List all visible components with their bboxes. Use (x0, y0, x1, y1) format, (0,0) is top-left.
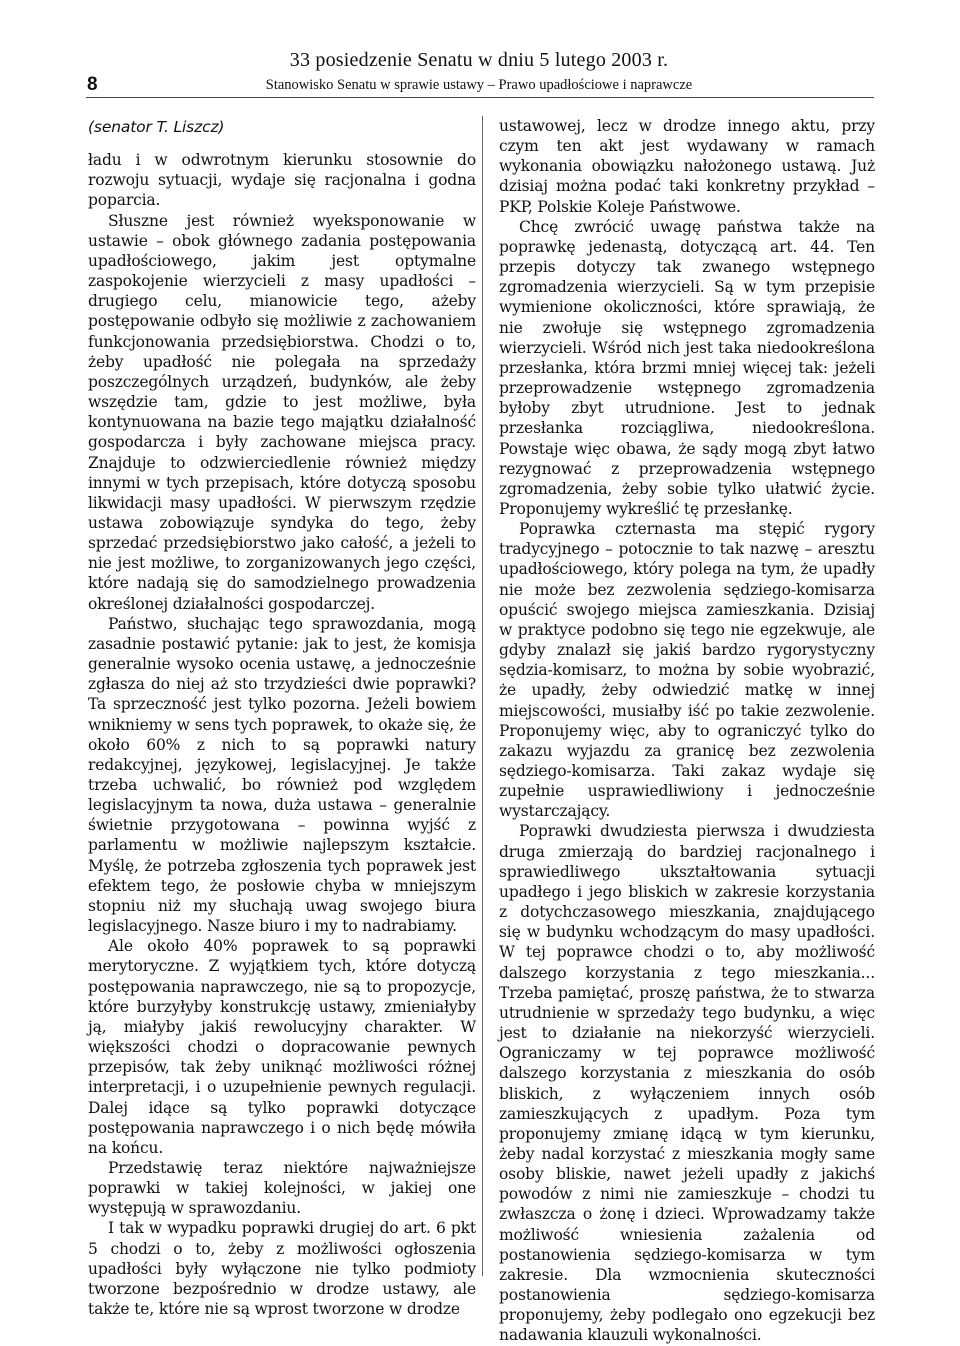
paragraph: Przedstawię teraz niektóre najważniejsze poprawki w takiej kolejności, w jakiej one występują w sprawozdaniu. (88, 1158, 476, 1218)
paragraph: I tak w wypadku poprawki drugiej do art. 6 pkt 5 chodzi o to, żeby z możliwości ogłoszenia upadłości były wyłączone nie tylko podmioty tworzone bezpośrednio w drodze ustawy, ale także te, które nie są wprost tworzone w drodze (88, 1219, 476, 1319)
paragraph: ustawowej, lecz w drodze innego aktu, przy czym ten akt jest wydawany w ramach wykonania obowiązku nałożonego ustawą. Już dzisiaj można podać taki konkretny przykład – PKP, Polskie Koleje Państwowe. (499, 117, 875, 216)
running-subtitle: Stanowisko Senatu w sprawie ustawy – Prawo upadłościowe i naprawcze (265, 77, 693, 93)
paragraph: ładu i w odwrotnym kierunku stosownie do rozwoju sytuacji, wydaje się racjonalna i godna poparcia. (88, 151, 476, 210)
paragraph: Słuszne jest również wyeksponowanie w ustawie – obok głównego zadania postępowania upadłościowego, jakim jest optymalne zaspokojenie wierzycieli z masy upadłości – drugiego celu, mianowicie tego, ażeby postępowanie odbyło się możliwie z zachowaniem funkcjonowania przedsiębiorstwa. Chodzi o to, żeby upadłość nie polegała na sprzedaży poszczególnych urządzeń, budynków, ale żeby wszędzie tam, gdzie to jest możliwe, była kontynuowana na bazie tego majątku działalność gospodarcza i były zachowane miejsca pracy. Znajduje to odzwierciedlenie również między innymi w tych przepisach, które dotyczą sposobu likwidacji masy upadłości. W pierwszym rzędzie ustawa zobowiązuje syndyka do tego, żeby sprzedać przedsiębiorstwo jako całość, a jeżeli to nie jest możliwe, to zorganizowanych jego części, które nadają się do samodzielnego prowadzenia określonej działalności gospodarczej. (88, 211, 476, 613)
page-header (0, 0, 960, 100)
right-column (499, 116, 875, 1346)
column-divider (482, 116, 483, 1276)
left-column (88, 116, 476, 1319)
running-title: 33 posiedzenie Senatu w dniu 5 lutego 2003 r. (289, 49, 669, 71)
page-number: 8 (87, 74, 98, 95)
paragraph: Chcę zwrócić uwagę państwa także na poprawkę jedenastą, dotyczącą art. 44. Ten przepis dotyczy tak zwanego wstępnego zgromadzenia wierzycieli. Są w tym przepisie wymienione okoliczności, które sprawiają, że nie zwołuje się wstępnego zgromadzenia wierzycieli. Wśród nich jest taka niedookreślona przesłanka, która brzmi mniej więcej tak: jeżeli przeprowadzenie wstępnego zgromadzenia byłoby zbyt utrudnione. Jest to jednak przesłanka rozciągliwa, niedookreślona. Powstaje więc obawa, że sądy mogą zbyt łatwo rezygnować z przeprowadzenia wstępnego zgromadzenia, żeby sobie tylko ułatwić życie. Proponujemy wykreślić tę przesłankę. (499, 217, 875, 518)
paragraph: Poprawki dwudziesta pierwsza i dwudziesta druga zmierzają do bardziej racjonalnego i sprawiedliwego ukształtowania sytuacji upadłego i jego bliskich w zakresie korzystania z dotychczasowego mieszkania, znajdującego się w budynku wchodzącym do masy upadłości. W tej poprawce chodzi o to, aby możliwość dalszego korzystania z tego mieszkania... Trzeba pamiętać, proszę państwa, że to stwarza utrudnienie w sprzedaży tego budynku, a więc jest to działanie na niekorzyść wierzycieli. Ograniczamy w tej poprawce możliwość dalszego korzystania z mieszkania do osób bliskich, z wyłączeniem innych osób zamieszkujących z upadłym. Poza tym proponujemy zmianę idącą w tym kierunku, żeby nadal korzystać z mieszkania mogły same osoby bliskie, nawet jeżeli upadły z jakichś powodów z nimi nie zamieszkuje – chodzi tu zwłaszcza o żonę i dzieci. Wprowadzamy także możliwość wniesienia zażalenia od postanowienia sędziego-komisarza w tym zakresie. Dla wzmocnienia skuteczności postanowienia sędziego-komisarza proponujemy, żeby podlegało ono egzekucji bez nadawania klauzuli wykonalności. (499, 822, 875, 1345)
header-rule (86, 97, 874, 98)
paragraph: Ale około 40% poprawek to są poprawki merytoryczne. Z wyjątkiem tych, które dotyczą postępowania naprawczego, nie są to propozycje, które burzyłyby konstrukcję ustawy, zmieniałyby ją, miałyby jakiś rewolucyjny charakter. W większości chodzi o dopracowanie pewnych przepisów, tak żeby uniknąć możliwości różnej interpretacji, i o uzupełnienie pewnych regulacji. Dalej idące są tylko poprawki dotyczące postępowania naprawczego i o nich będę mówiła na końcu. (88, 937, 476, 1157)
paragraph: Państwo, słuchając tego sprawozdania, mogą zasadnie postawić pytanie: jak to jest, że komisja generalnie wysoko ocenia ustawę, a jednocześnie zgłasza do niej aż sto trzydzieści dwie poprawki? Ta sprzeczność jest tylko pozorna. Jeżeli bowiem wnikniemy w sens tych poprawek, to okaże się, że około 60% z nich to są poprawki natury redakcyjnej, językowej, legislacyjnej. Je także trzeba uchwalić, bo również pod względem legislacyjnym ta nowa, duża ustawa – generalnie świetnie przygotowana – powinna wyjść z parlamentu w możliwie najlepszym kształcie. Myślę, że potrzeba zgłoszenia tych poprawek jest efektem tego, że posłowie chyba w mniejszym stopniu niż my słuchają uwag swojego biura legislacyjnego. Nasze biuro i my to nadrabiamy. (88, 614, 476, 936)
speaker-attribution: (senator T. Liszcz) (88, 118, 225, 136)
paragraph: Poprawka czternasta ma stępić rygory tradycyjnego – potocznie to tak nazwę – aresztu upadłościowego, który polega na tym, że upadły nie może bez zezwolenia sędziego-komisarza opuścić swojego miejsca zamieszkania. Dzisiaj w praktyce podobno się tego nie egzekwuje, ale gdyby znalazł się jakiś bardzo rygorystyczny sędzia-komisarz, to można by sobie wyobrazić, że upadły, żeby odwiedzić matkę w innej miejscowości, musiałby iść po takie zezwolenie. Proponujemy więc, aby to ograniczyć tylko do zakazu wyjazdu za granicę bez zezwolenia sędziego-komisarza. Taki zakaz wydaje się zupełnie usprawiedliwiony i jednocześnie wystarczający. (499, 520, 875, 821)
